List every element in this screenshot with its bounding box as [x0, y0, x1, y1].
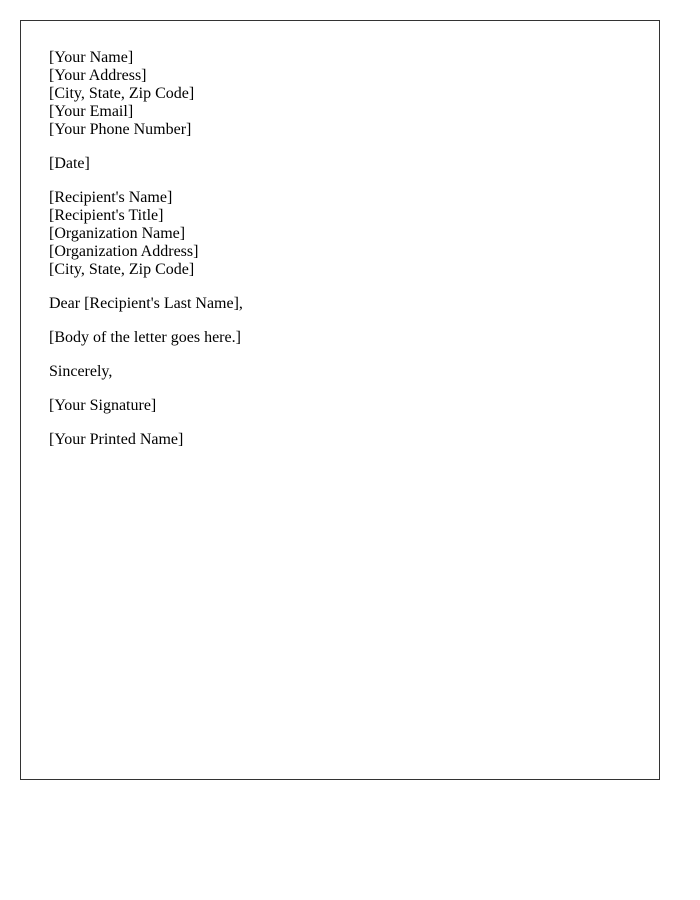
organization-name: [Organization Name]: [49, 225, 186, 242]
recipient-name: [Recipient's Name]: [49, 189, 173, 206]
signature-block: [49, 397, 631, 415]
letter-date: [Date]: [49, 155, 90, 172]
salutation: Dear [Recipient's Last Name],: [49, 295, 243, 312]
printed-name-block: [49, 431, 631, 449]
printed-name: [Your Printed Name]: [49, 431, 184, 448]
organization-address: [Organization Address]: [49, 243, 199, 260]
sender-block: [49, 49, 631, 139]
body-block: [49, 329, 631, 347]
sender-city-state-zip: [City, State, Zip Code]: [49, 85, 195, 102]
closing-block: [49, 363, 631, 381]
sender-address: [Your Address]: [49, 67, 147, 84]
sender-phone: [Your Phone Number]: [49, 121, 192, 138]
signature: [Your Signature]: [49, 397, 157, 414]
recipient-city-state-zip: [City, State, Zip Code]: [49, 261, 195, 278]
letter-page: [20, 20, 660, 780]
recipient-title: [Recipient's Title]: [49, 207, 164, 224]
salutation-block: [49, 295, 631, 313]
date-block: [49, 155, 631, 173]
closing: Sincerely,: [49, 363, 113, 380]
recipient-block: [49, 189, 631, 279]
letter-content: [49, 49, 631, 465]
sender-email: [Your Email]: [49, 103, 134, 120]
sender-name: [Your Name]: [49, 49, 134, 66]
letter-body: [Body of the letter goes here.]: [49, 329, 241, 346]
